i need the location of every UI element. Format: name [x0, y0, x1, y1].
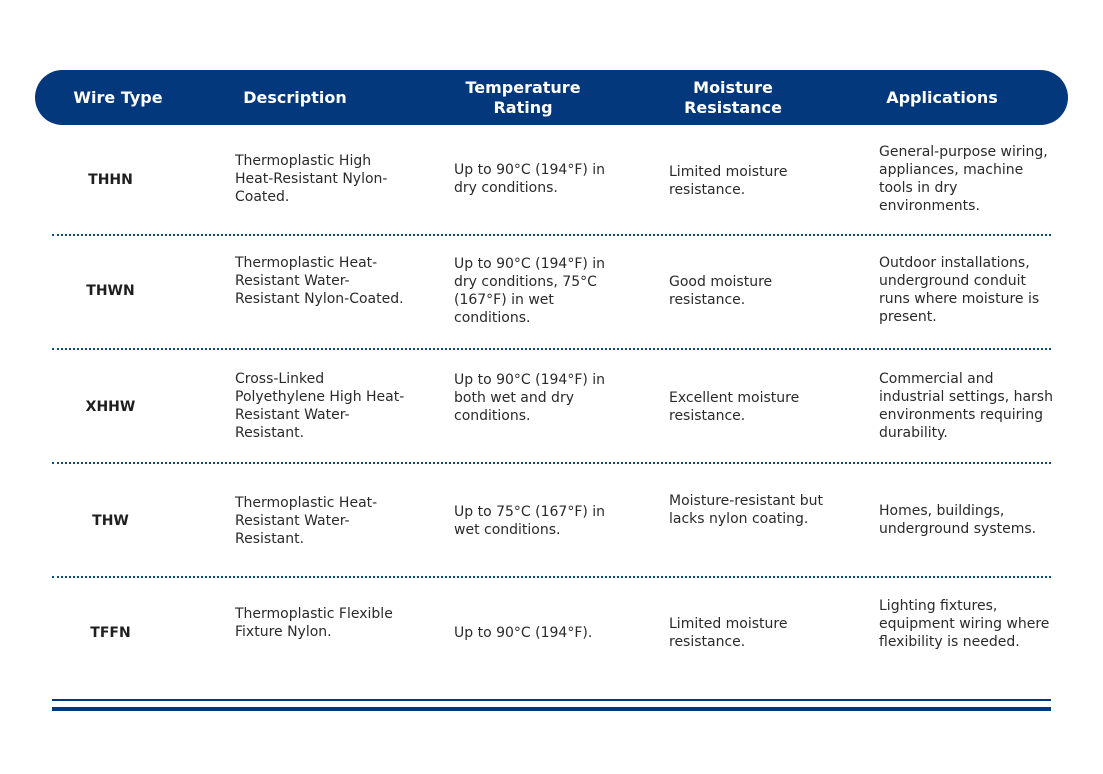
- temperature-rating-cell: Up to 90°C (194°F).: [454, 625, 593, 641]
- description-cell: Thermoplastic Heat-Resistant Water-Resistant Nylon-Coated.: [235, 255, 404, 307]
- table-bottom-rule-thick: [52, 707, 1051, 711]
- header-applications: Applications: [886, 87, 998, 107]
- temperature-rating-cell: Up to 90°C (194°F) in both wet and dry conditions.: [454, 372, 606, 424]
- wire-type-cell: THW: [92, 513, 129, 529]
- temperature-rating-cell: Up to 90°C (194°F) in dry conditions.: [454, 162, 606, 196]
- temperature-rating-cell: Up to 90°C (194°F) in dry conditions, 75°C (167°F) in wet conditions.: [454, 256, 606, 326]
- header-wire-type: Wire Type: [73, 87, 163, 107]
- moisture-resistance-cell: Moisture-resistant but lacks nylon coating.: [669, 493, 823, 527]
- row-divider: [52, 462, 1051, 464]
- applications-cell: Outdoor installations, underground conduit runs where moisture is present.: [879, 255, 1040, 325]
- applications-cell: Lighting fixtures, equipment wiring where flexibility is needed.: [879, 598, 1050, 650]
- applications-cell: Commercial and industrial settings, harsh environments requiring durability.: [879, 371, 1053, 441]
- row-divider: [52, 348, 1051, 350]
- moisture-resistance-cell: Limited moisture resistance.: [669, 164, 788, 198]
- table-bottom-rule: [52, 699, 1051, 701]
- header-moisture-resistance: Moisture Resistance: [684, 77, 782, 117]
- moisture-resistance-cell: Good moisture resistance.: [669, 274, 773, 308]
- applications-cell: General-purpose wiring, appliances, machine tools in dry environments.: [879, 144, 1048, 214]
- description-cell: Thermoplastic High Heat-Resistant Nylon-Coated.: [235, 153, 388, 205]
- wire-type-cell: XHHW: [85, 399, 136, 415]
- row-divider: [52, 234, 1051, 236]
- temperature-rating-cell: Up to 75°C (167°F) in wet conditions.: [454, 504, 606, 538]
- moisture-resistance-cell: Limited moisture resistance.: [669, 616, 788, 650]
- description-cell: Cross-Linked Polyethylene High Heat-Resistant Water-Resistant.: [235, 371, 405, 441]
- wire-type-cell: THHN: [88, 172, 133, 188]
- header-temperature-rating: Temperature Rating: [465, 77, 581, 117]
- applications-cell: Homes, buildings, underground systems.: [879, 503, 1037, 537]
- header-description: Description: [243, 87, 347, 107]
- description-cell: Thermoplastic Heat-Resistant Water-Resistant.: [235, 495, 378, 547]
- moisture-resistance-cell: Excellent moisture resistance.: [669, 390, 800, 424]
- wire-type-cell: TFFN: [90, 625, 131, 641]
- description-cell: Thermoplastic Flexible Fixture Nylon.: [235, 606, 393, 640]
- row-divider: [52, 576, 1051, 578]
- wire-type-cell: THWN: [86, 283, 135, 299]
